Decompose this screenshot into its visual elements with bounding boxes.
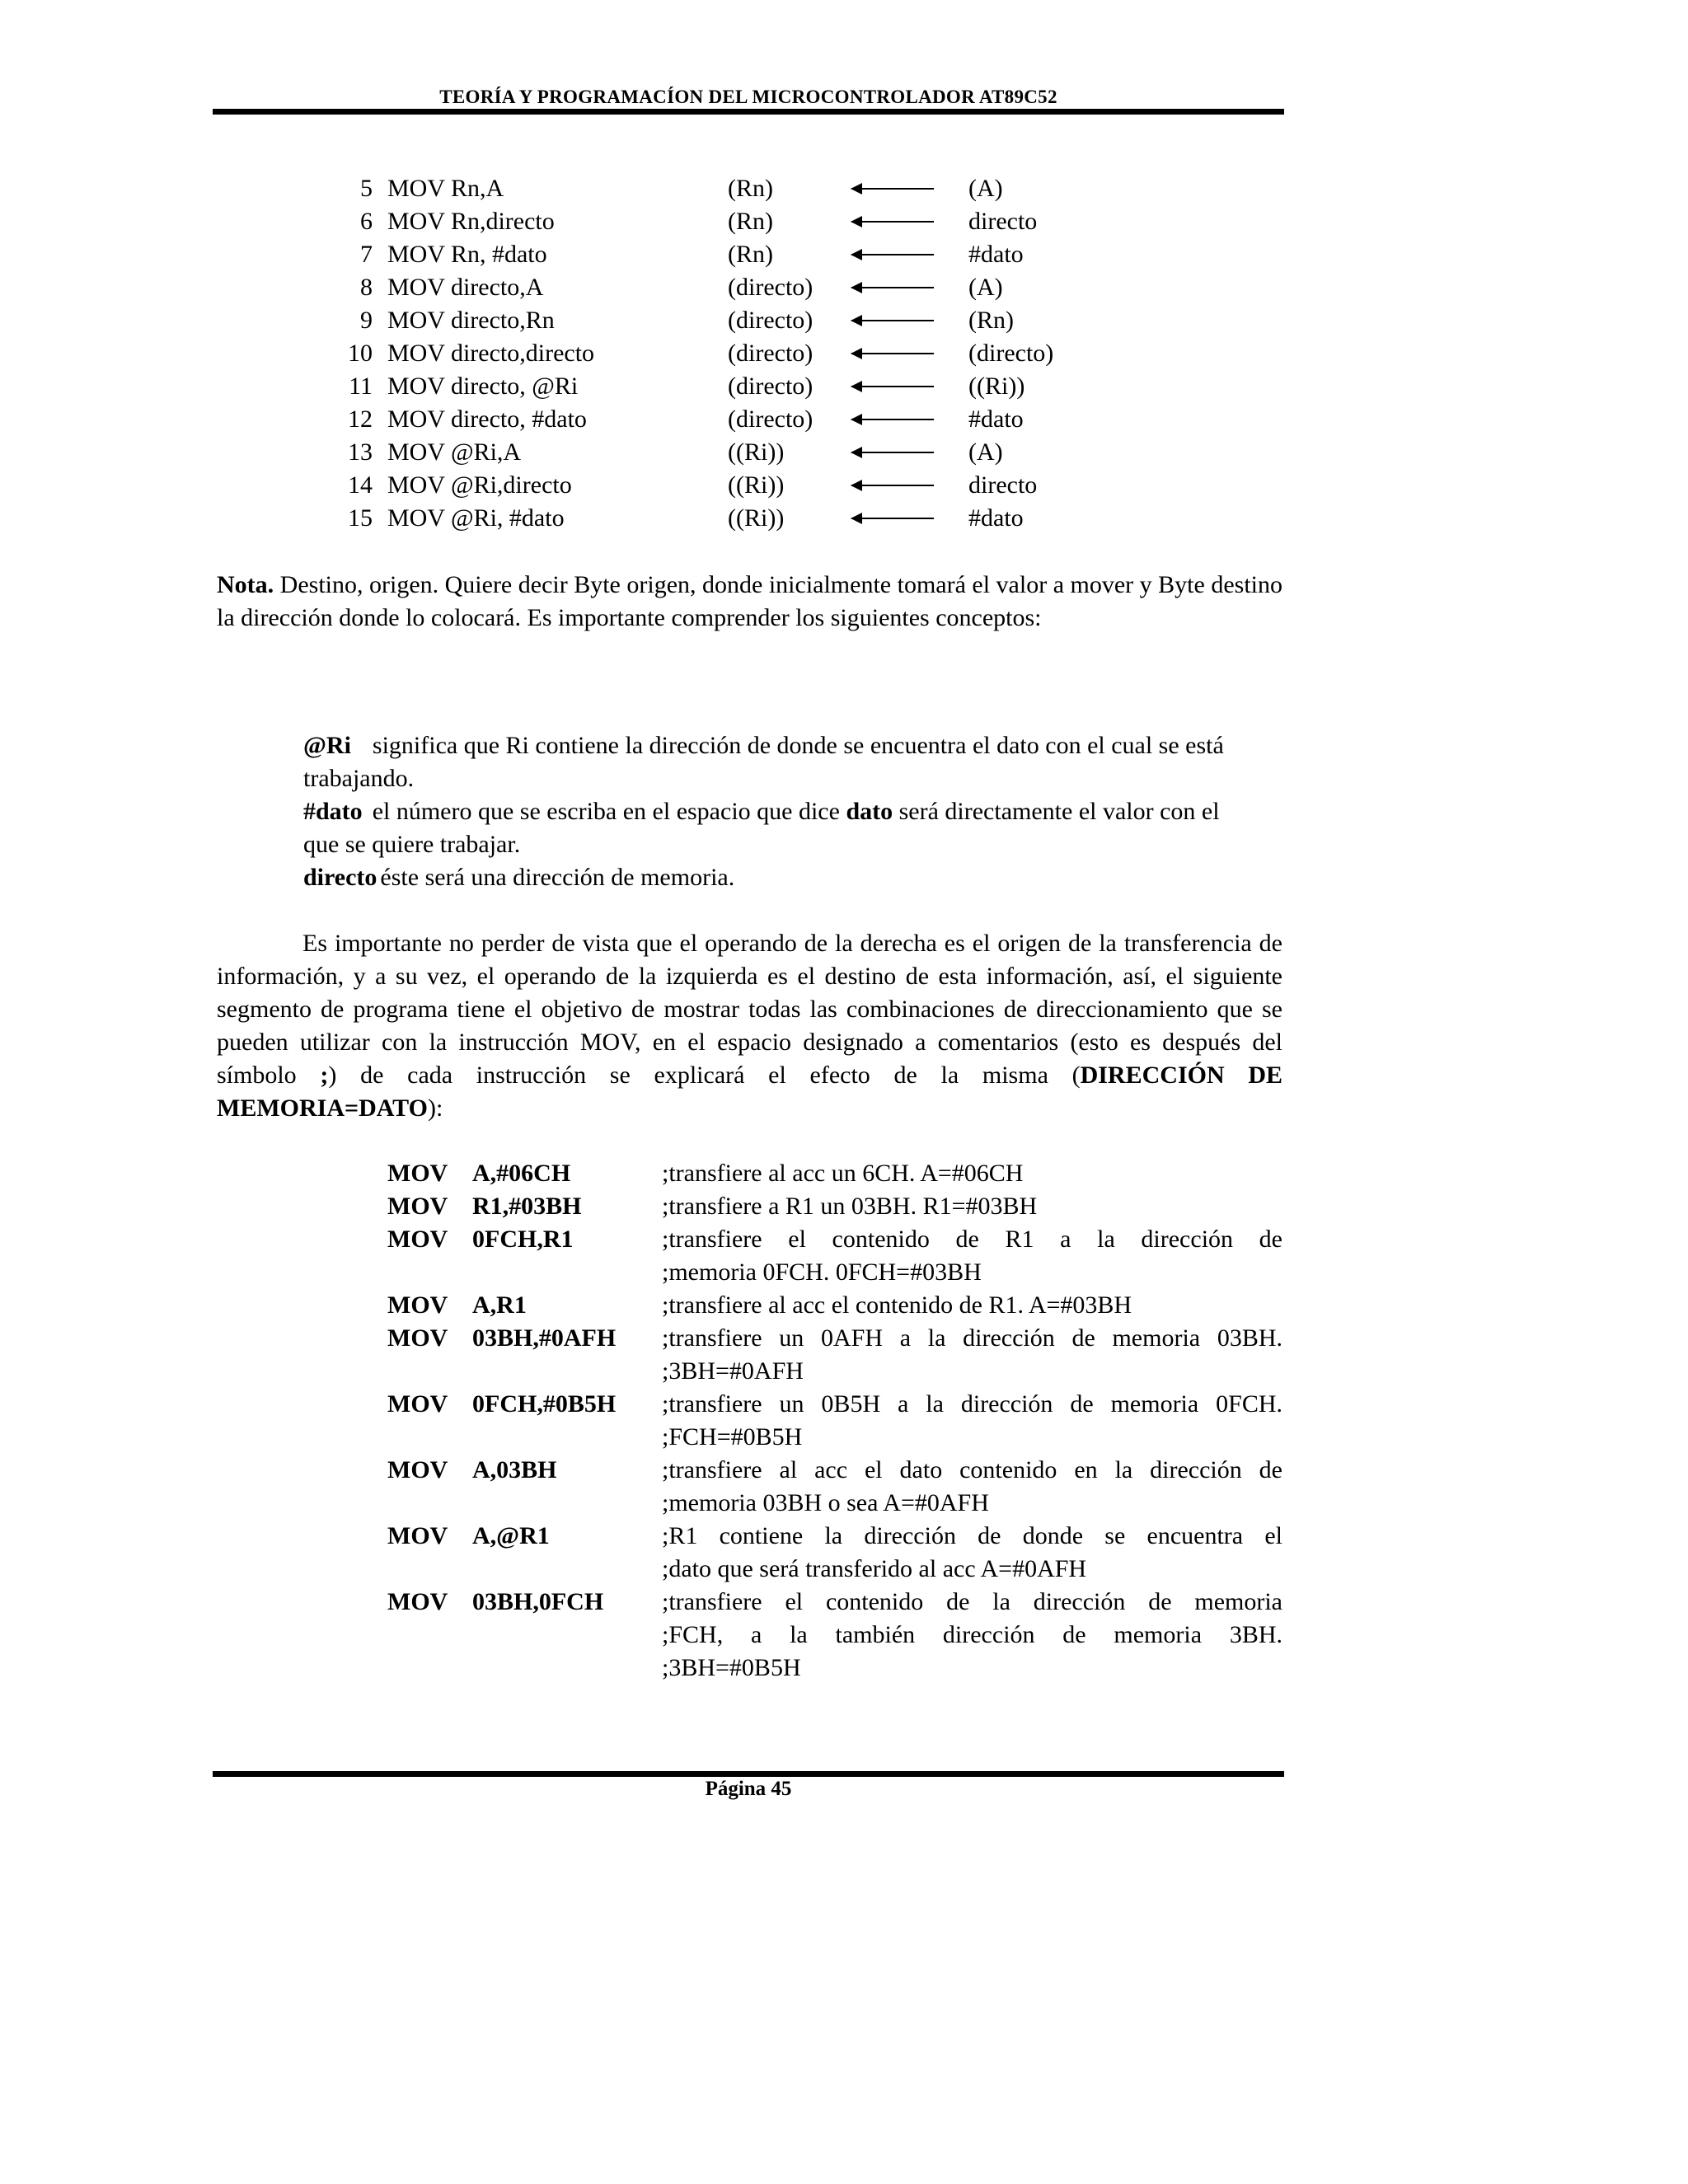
instr-source: (A) (968, 175, 1003, 202)
left-arrow-icon (851, 320, 934, 321)
instr-mnemonic: MOV @Ri,directo (387, 471, 572, 499)
instr-number: 14 (348, 471, 373, 499)
instr-mnemonic: MOV @Ri, #dato (387, 504, 565, 532)
code-comment (662, 1157, 1282, 1190)
code-listing (387, 1157, 1282, 1685)
definitions-block (303, 729, 1235, 894)
instr-number: 13 (348, 438, 373, 466)
code-comment (662, 1190, 1282, 1223)
code-mnemonic: MOV (387, 1226, 448, 1253)
code-mnemonic: MOV (387, 1588, 448, 1615)
instr-source: (Rn) (968, 307, 1014, 334)
instr-source: (A) (968, 438, 1003, 466)
code-comment (662, 1289, 1282, 1322)
instr-dest: ((Ri)) (728, 471, 785, 499)
instr-number: 11 (349, 373, 373, 400)
left-arrow-icon (851, 419, 934, 420)
code-operands: 03BH,#0AFH (472, 1324, 617, 1352)
instr-source: #dato (968, 241, 1024, 268)
code-comment (662, 1586, 1282, 1685)
code-operands: 03BH,0FCH (472, 1588, 604, 1615)
code-comment-line: ;memoria 0FCH. 0FCH=#03BH (662, 1258, 982, 1286)
instr-number: 10 (348, 340, 373, 367)
intro-bold: DIRECCIÓN DE MEMORIA=DATO (217, 1062, 1283, 1122)
code-comment-line: ;FCH=#0B5H (662, 1423, 803, 1451)
code-comment-line: ;transfiere un 0B5H a la dirección de memoria 0FCH. (662, 1390, 1282, 1418)
instr-mnemonic: MOV directo,directo (387, 340, 595, 367)
definition-directo (303, 861, 1235, 894)
instr-mnemonic: MOV Rn,directo (387, 208, 555, 235)
nota-label: Nota. (217, 571, 274, 598)
instr-mnemonic: MOV directo,A (387, 274, 544, 301)
term-ri: @Ri (303, 732, 351, 759)
left-arrow-icon (851, 485, 934, 486)
instr-number: 5 (360, 175, 373, 202)
nota-text: Destino, origen. Quiere decir Byte origen, donde inicialmente tomará el valor a mover y Byte destino la dirección donde lo colocará. Es importante comprender los siguientes conceptos: (217, 571, 1282, 631)
code-comment-line: ;transfiere a R1 un 03BH. R1=#03BH (662, 1193, 1038, 1220)
code-comment-line: ;transfiere el contenido de la dirección de memoria (662, 1588, 1282, 1615)
code-mnemonic: MOV (387, 1522, 448, 1549)
instr-source: ((Ri)) (968, 373, 1025, 400)
code-comment-line: ;memoria 03BH o sea A=#0AFH (662, 1489, 989, 1516)
code-comment-line: ;transfiere al acc un 6CH. A=#06CH (662, 1160, 1024, 1187)
code-line (387, 1190, 1282, 1223)
header-title: TEORÍA Y PROGRAMACÍON DEL MICROCONTROLADOR AT89C52 (439, 87, 1057, 107)
instr-mnemonic: MOV Rn, #dato (387, 241, 547, 268)
definition-dato-bold: dato (846, 798, 893, 825)
code-comment (662, 1388, 1282, 1454)
code-line (387, 1586, 1282, 1685)
instr-dest: (Rn) (728, 175, 773, 202)
code-comment-line: ;3BH=#0B5H (662, 1654, 801, 1681)
instr-dest: (directo) (728, 340, 814, 367)
intro-text-c: ): (427, 1094, 443, 1122)
instr-source: #dato (968, 504, 1024, 532)
code-mnemonic: MOV (387, 1456, 448, 1483)
code-operands: 0FCH,#0B5H (472, 1390, 617, 1418)
code-mnemonic: MOV (387, 1390, 448, 1418)
instr-number: 15 (348, 504, 373, 532)
code-comment (662, 1454, 1282, 1520)
instr-source: (A) (968, 274, 1003, 301)
instr-number: 8 (360, 274, 373, 301)
code-comment-line: ;dato que será transferido al acc A=#0AFH (662, 1555, 1087, 1582)
code-mnemonic: MOV (387, 1160, 448, 1187)
code-comment-line: ;3BH=#0AFH (662, 1357, 804, 1385)
code-line (387, 1520, 1282, 1586)
code-line (387, 1289, 1282, 1322)
code-line (387, 1322, 1282, 1388)
instr-dest: (Rn) (728, 208, 773, 235)
left-arrow-icon (851, 386, 934, 387)
left-arrow-icon (851, 452, 934, 453)
intro-text-a: Es importante no perder de vista que el operando de la derecha es el origen de la transferencia de información, y a su vez, el operando de la izquierda es el destino de esta información, así, el siguiente segmento de programa tiene el objetivo de mostrar todas las combinaciones de direccionamiento que se pueden utilizar con la instrucción MOV, en el espacio designado a comentarios (esto es después del símbolo (217, 930, 1282, 1089)
nota-paragraph (217, 569, 1282, 635)
code-operands: R1,#03BH (472, 1193, 582, 1220)
code-comment-line: ;transfiere un 0AFH a la dirección de memoria 03BH. (662, 1324, 1282, 1352)
instr-number: 7 (360, 241, 373, 268)
instr-number: 6 (360, 208, 373, 235)
code-comment-line: ;R1 contiene la dirección de donde se encuentra el (662, 1522, 1282, 1549)
code-comment (662, 1223, 1282, 1289)
left-arrow-icon (851, 221, 934, 223)
code-mnemonic: MOV (387, 1291, 448, 1319)
code-line (387, 1388, 1282, 1454)
intro-symbol: ; (320, 1062, 329, 1089)
definition-dato-text-a: el número que se escriba en el espacio que dice (372, 798, 846, 825)
page-number: Página 45 (705, 1778, 792, 1800)
code-line (387, 1157, 1282, 1190)
instr-mnemonic: MOV directo, #dato (387, 405, 587, 433)
instr-dest: (directo) (728, 307, 814, 334)
instr-mnemonic: MOV Rn,A (387, 175, 504, 202)
instr-dest: ((Ri)) (728, 504, 785, 532)
left-arrow-icon (851, 518, 934, 519)
code-operands: 0FCH,R1 (472, 1226, 574, 1253)
instr-mnemonic: MOV @Ri,A (387, 438, 522, 466)
left-arrow-icon (851, 188, 934, 190)
code-operands: A,#06CH (472, 1160, 571, 1187)
code-mnemonic: MOV (387, 1193, 448, 1220)
instr-dest: ((Ri)) (728, 438, 785, 466)
code-comment-line: ;transfiere el contenido de R1 a la dirección de (662, 1226, 1282, 1253)
instr-dest: (directo) (728, 274, 814, 301)
instr-source: (directo) (968, 340, 1054, 367)
term-dato: #dato (303, 798, 363, 825)
instr-dest: (directo) (728, 373, 814, 400)
code-comment-line: ;FCH, a la también dirección de memoria 3BH. (662, 1621, 1282, 1648)
code-line (387, 1454, 1282, 1520)
left-arrow-icon (851, 287, 934, 288)
definition-ri-text: significa que Ri contiene la dirección de donde se encuentra el dato con el cual se está trabajando. (303, 732, 1224, 792)
definition-ri (303, 729, 1235, 795)
code-operands: A,R1 (472, 1291, 527, 1319)
code-line (387, 1223, 1282, 1289)
intro-paragraph (217, 927, 1282, 1125)
instr-number: 9 (360, 307, 373, 334)
instr-source: directo (968, 208, 1038, 235)
instr-dest: (Rn) (728, 241, 773, 268)
code-operands: A,@R1 (472, 1522, 550, 1549)
left-arrow-icon (851, 254, 934, 255)
instr-mnemonic: MOV directo, @Ri (387, 373, 579, 400)
code-mnemonic: MOV (387, 1324, 448, 1352)
code-comment-line: ;transfiere al acc el dato contenido en la dirección de (662, 1456, 1282, 1483)
instr-dest: (directo) (728, 405, 814, 433)
definition-dato-text-b: será directamente el valor con el que se quiere trabajar. (303, 798, 1220, 858)
code-comment (662, 1322, 1282, 1388)
footer-rule (213, 1771, 1284, 1777)
definition-directo-text: éste será una dirección de memoria. (380, 864, 735, 891)
left-arrow-icon (851, 353, 934, 354)
instr-mnemonic: MOV directo,Rn (387, 307, 555, 334)
instr-number: 12 (348, 405, 373, 433)
code-operands: A,03BH (472, 1456, 557, 1483)
definition-dato (303, 795, 1235, 861)
code-comment-line: ;transfiere al acc el contenido de R1. A=#03BH (662, 1291, 1132, 1319)
instr-source: #dato (968, 405, 1024, 433)
header-rule (213, 109, 1284, 115)
intro-text-b: ) de cada instrucción se explicará el efecto de la misma ( (328, 1062, 1081, 1089)
code-comment (662, 1520, 1282, 1586)
instr-source: directo (968, 471, 1038, 499)
term-directo: directo (303, 864, 377, 891)
